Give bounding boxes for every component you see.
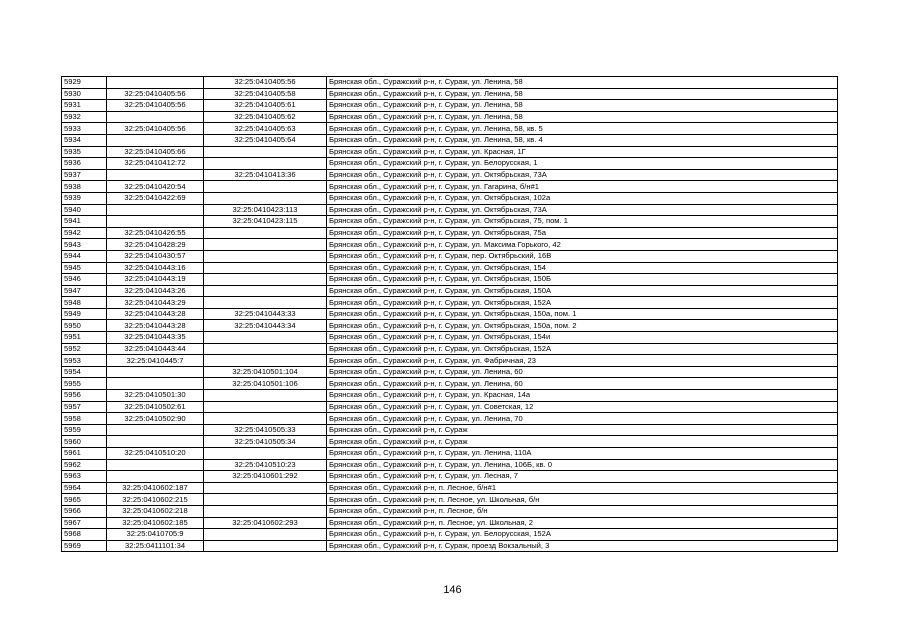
table-row bbox=[62, 517, 838, 529]
object-cadastral-number-cell: 32:25:0410501:104 bbox=[204, 366, 327, 378]
address-cell: Брянская обл., Суражский р-н, г. Сураж, ул. Ленина, 58, кв. 5 bbox=[327, 123, 838, 135]
object-cadastral-number-cell bbox=[204, 529, 327, 541]
row-number-cell: 5931 bbox=[62, 100, 107, 112]
row-number-cell: 5946 bbox=[62, 274, 107, 286]
object-cadastral-number-cell: 32:25:0410405:63 bbox=[204, 123, 327, 135]
page-number: 146 bbox=[443, 584, 462, 596]
object-cadastral-number-cell: 32:25:0410601:292 bbox=[204, 471, 327, 483]
row-number-cell: 5949 bbox=[62, 308, 107, 320]
address-cell: Брянская обл., Суражский р-н, г. Сураж, проезд Вокзальный, 3 bbox=[327, 540, 838, 552]
address-cell: Брянская обл., Суражский р-н, г. Сураж, ул. Белорусская, 1 bbox=[327, 158, 838, 170]
object-cadastral-number-cell bbox=[204, 505, 327, 517]
parcel-cadastral-number-cell: 32:25:0411101:34 bbox=[107, 540, 204, 552]
table-row bbox=[62, 297, 838, 309]
address-cell: Брянская обл., Суражский р-н, г. Сураж, ул. Ленина, 58 bbox=[327, 88, 838, 100]
address-cell: Брянская обл., Суражский р-н, г. Сураж, ул. Гагарина, б/н#1 bbox=[327, 181, 838, 193]
row-number-cell: 5951 bbox=[62, 332, 107, 344]
row-number-cell: 5956 bbox=[62, 390, 107, 402]
parcel-cadastral-number-cell: 32:25:0410443:44 bbox=[107, 343, 204, 355]
address-cell: Брянская обл., Суражский р-н, г. Сураж, ул. Октябрьская, 150а, пом. 2 bbox=[327, 320, 838, 332]
address-cell: Брянская обл., Суражский р-н, п. Лесное, ул. Школьная, б/н bbox=[327, 494, 838, 506]
row-number-cell: 5957 bbox=[62, 401, 107, 413]
object-cadastral-number-cell bbox=[204, 332, 327, 344]
object-cadastral-number-cell bbox=[204, 390, 327, 402]
table-row bbox=[62, 494, 838, 506]
address-cell: Брянская обл., Суражский р-н, г. Сураж, пер. Октябрьский, 16В bbox=[327, 250, 838, 262]
parcel-cadastral-number-cell: 32:25:0410430:57 bbox=[107, 250, 204, 262]
row-number-cell: 5958 bbox=[62, 413, 107, 425]
object-cadastral-number-cell bbox=[204, 413, 327, 425]
object-cadastral-number-cell: 32:25:0410423:115 bbox=[204, 216, 327, 228]
table-row bbox=[62, 308, 838, 320]
table-row bbox=[62, 134, 838, 146]
row-number-cell: 5953 bbox=[62, 355, 107, 367]
address-cell: Брянская обл., Суражский р-н, г. Сураж, ул. Октябрьская, 150Б bbox=[327, 274, 838, 286]
address-cell: Брянская обл., Суражский р-н, г. Сураж, ул. Лесная, 7 bbox=[327, 471, 838, 483]
parcel-cadastral-number-cell: 32:25:0410405:56 bbox=[107, 88, 204, 100]
table-row bbox=[62, 123, 838, 135]
table-row bbox=[62, 529, 838, 541]
parcel-cadastral-number-cell: 32:25:0410502:61 bbox=[107, 401, 204, 413]
address-cell: Брянская обл., Суражский р-н, г. Сураж, ул. Октябрьская, 154 bbox=[327, 262, 838, 274]
row-number-cell: 5965 bbox=[62, 494, 107, 506]
object-cadastral-number-cell: 32:25:0410405:62 bbox=[204, 111, 327, 123]
row-number-cell: 5930 bbox=[62, 88, 107, 100]
parcel-cadastral-number-cell bbox=[107, 169, 204, 181]
table-row bbox=[62, 355, 838, 367]
object-cadastral-number-cell bbox=[204, 355, 327, 367]
parcel-cadastral-number-cell: 32:25:0410705:9 bbox=[107, 529, 204, 541]
row-number-cell: 5962 bbox=[62, 459, 107, 471]
table-row bbox=[62, 366, 838, 378]
table-row bbox=[62, 181, 838, 193]
row-number-cell: 5942 bbox=[62, 227, 107, 239]
parcel-cadastral-number-cell bbox=[107, 216, 204, 228]
row-number-cell: 5960 bbox=[62, 436, 107, 448]
address-cell: Брянская обл., Суражский р-н, г. Сураж bbox=[327, 436, 838, 448]
address-cell: Брянская обл., Суражский р-н, г. Сураж, ул. Максима Горького, 42 bbox=[327, 239, 838, 251]
table-row bbox=[62, 459, 838, 471]
object-cadastral-number-cell: 32:25:0410413:36 bbox=[204, 169, 327, 181]
row-number-cell: 5939 bbox=[62, 192, 107, 204]
object-cadastral-number-cell: 32:25:0410405:58 bbox=[204, 88, 327, 100]
table-row bbox=[62, 448, 838, 460]
table-row bbox=[62, 401, 838, 413]
parcel-cadastral-number-cell bbox=[107, 111, 204, 123]
object-cadastral-number-cell bbox=[204, 181, 327, 193]
table-row bbox=[62, 471, 838, 483]
parcel-cadastral-number-cell: 32:25:0410443:29 bbox=[107, 297, 204, 309]
parcel-cadastral-number-cell bbox=[107, 77, 204, 89]
row-number-cell: 5932 bbox=[62, 111, 107, 123]
object-cadastral-number-cell: 32:25:0410602:293 bbox=[204, 517, 327, 529]
address-cell: Брянская обл., Суражский р-н, г. Сураж, ул. Ленина, 58 bbox=[327, 100, 838, 112]
object-cadastral-number-cell: 32:25:0410423:113 bbox=[204, 204, 327, 216]
table-row bbox=[62, 436, 838, 448]
address-cell: Брянская обл., Суражский р-н, г. Сураж, ул. Октябрьская, 154и bbox=[327, 332, 838, 344]
parcel-cadastral-number-cell: 32:25:0410443:35 bbox=[107, 332, 204, 344]
address-cell: Брянская обл., Суражский р-н, п. Лесное, ул. Школьная, 2 bbox=[327, 517, 838, 529]
parcel-cadastral-number-cell: 32:25:0410405:66 bbox=[107, 146, 204, 158]
row-number-cell: 5959 bbox=[62, 424, 107, 436]
object-cadastral-number-cell: 32:25:0410443:34 bbox=[204, 320, 327, 332]
object-cadastral-number-cell: 32:25:0410405:61 bbox=[204, 100, 327, 112]
parcel-cadastral-number-cell bbox=[107, 436, 204, 448]
address-cell: Брянская обл., Суражский р-н, г. Сураж, ул. Советская, 12 bbox=[327, 401, 838, 413]
object-cadastral-number-cell: 32:25:0410405:64 bbox=[204, 134, 327, 146]
address-cell: Брянская обл., Суражский р-н, п. Лесное, б/н bbox=[327, 505, 838, 517]
address-cell: Брянская обл., Суражский р-н, г. Сураж, ул. Ленина, 70 bbox=[327, 413, 838, 425]
object-cadastral-number-cell bbox=[204, 448, 327, 460]
row-number-cell: 5934 bbox=[62, 134, 107, 146]
table-row bbox=[62, 111, 838, 123]
row-number-cell: 5967 bbox=[62, 517, 107, 529]
parcel-cadastral-number-cell: 32:25:0410443:16 bbox=[107, 262, 204, 274]
address-cell: Брянская обл., Суражский р-н, г. Сураж, ул. Октябрьская, 150а, пом. 1 bbox=[327, 308, 838, 320]
registry-table bbox=[61, 76, 838, 552]
parcel-cadastral-number-cell: 32:25:0410501:30 bbox=[107, 390, 204, 402]
address-cell: Брянская обл., Суражский р-н, г. Сураж, ул. Ленина, 58 bbox=[327, 77, 838, 89]
row-number-cell: 5936 bbox=[62, 158, 107, 170]
address-cell: Брянская обл., Суражский р-н, г. Сураж, ул. Красная, 14а bbox=[327, 390, 838, 402]
object-cadastral-number-cell bbox=[204, 227, 327, 239]
object-cadastral-number-cell bbox=[204, 262, 327, 274]
row-number-cell: 5963 bbox=[62, 471, 107, 483]
address-cell: Брянская обл., Суражский р-н, г. Сураж, ул. Октябрьская, 75, пом. 1 bbox=[327, 216, 838, 228]
parcel-cadastral-number-cell: 32:25:0410602:218 bbox=[107, 505, 204, 517]
object-cadastral-number-cell bbox=[204, 239, 327, 251]
row-number-cell: 5935 bbox=[62, 146, 107, 158]
parcel-cadastral-number-cell: 32:25:0410602:185 bbox=[107, 517, 204, 529]
object-cadastral-number-cell: 32:25:0410510:23 bbox=[204, 459, 327, 471]
table-row bbox=[62, 413, 838, 425]
row-number-cell: 5968 bbox=[62, 529, 107, 541]
row-number-cell: 5947 bbox=[62, 285, 107, 297]
row-number-cell: 5954 bbox=[62, 366, 107, 378]
table-row bbox=[62, 250, 838, 262]
table-row bbox=[62, 332, 838, 344]
object-cadastral-number-cell bbox=[204, 482, 327, 494]
address-cell: Брянская обл., Суражский р-н, г. Сураж, ул. Белорусская, 152А bbox=[327, 529, 838, 541]
address-cell: Брянская обл., Суражский р-н, г. Сураж, ул. Октябрьская, 152А bbox=[327, 297, 838, 309]
object-cadastral-number-cell: 32:25:0410405:56 bbox=[204, 77, 327, 89]
parcel-cadastral-number-cell: 32:25:0410426:55 bbox=[107, 227, 204, 239]
row-number-cell: 5933 bbox=[62, 123, 107, 135]
object-cadastral-number-cell bbox=[204, 401, 327, 413]
parcel-cadastral-number-cell: 32:25:0410405:56 bbox=[107, 100, 204, 112]
parcel-cadastral-number-cell: 32:25:0410422:69 bbox=[107, 192, 204, 204]
row-number-cell: 5948 bbox=[62, 297, 107, 309]
object-cadastral-number-cell bbox=[204, 297, 327, 309]
address-cell: Брянская обл., Суражский р-н, г. Сураж, ул. Ленина, 60 bbox=[327, 366, 838, 378]
object-cadastral-number-cell bbox=[204, 274, 327, 286]
parcel-cadastral-number-cell: 32:25:0410443:19 bbox=[107, 274, 204, 286]
table-row bbox=[62, 146, 838, 158]
object-cadastral-number-cell bbox=[204, 285, 327, 297]
table-row bbox=[62, 274, 838, 286]
parcel-cadastral-number-cell: 32:25:0410405:56 bbox=[107, 123, 204, 135]
object-cadastral-number-cell bbox=[204, 540, 327, 552]
table-row bbox=[62, 262, 838, 274]
table-row bbox=[62, 320, 838, 332]
parcel-cadastral-number-cell: 32:25:0410443:26 bbox=[107, 285, 204, 297]
row-number-cell: 5945 bbox=[62, 262, 107, 274]
parcel-cadastral-number-cell bbox=[107, 366, 204, 378]
table-row bbox=[62, 378, 838, 390]
row-number-cell: 5943 bbox=[62, 239, 107, 251]
row-number-cell: 5955 bbox=[62, 378, 107, 390]
object-cadastral-number-cell bbox=[204, 343, 327, 355]
row-number-cell: 5929 bbox=[62, 77, 107, 89]
address-cell: Брянская обл., Суражский р-н, г. Сураж, ул. Ленина, 60 bbox=[327, 378, 838, 390]
row-number-cell: 5952 bbox=[62, 343, 107, 355]
address-cell: Брянская обл., Суражский р-н, г. Сураж, ул. Октябрьская, 73А bbox=[327, 169, 838, 181]
row-number-cell: 5940 bbox=[62, 204, 107, 216]
parcel-cadastral-number-cell bbox=[107, 459, 204, 471]
address-cell: Брянская обл., Суражский р-н, г. Сураж, ул. Красная, 1Г bbox=[327, 146, 838, 158]
row-number-cell: 5966 bbox=[62, 505, 107, 517]
row-number-cell: 5950 bbox=[62, 320, 107, 332]
address-cell: Брянская обл., Суражский р-н, г. Сураж, ул. Ленина, 58, кв. 4 bbox=[327, 134, 838, 146]
table-row bbox=[62, 169, 838, 181]
object-cadastral-number-cell bbox=[204, 158, 327, 170]
parcel-cadastral-number-cell: 32:25:0410412:72 bbox=[107, 158, 204, 170]
object-cadastral-number-cell: 32:25:0410505:34 bbox=[204, 436, 327, 448]
table-row bbox=[62, 100, 838, 112]
table-row bbox=[62, 505, 838, 517]
parcel-cadastral-number-cell bbox=[107, 134, 204, 146]
address-cell: Брянская обл., Суражский р-н, п. Лесное, б/н#1 bbox=[327, 482, 838, 494]
parcel-cadastral-number-cell: 32:25:0410510:20 bbox=[107, 448, 204, 460]
address-cell: Брянская обл., Суражский р-н, г. Сураж, ул. Ленина, 106Б, кв. 0 bbox=[327, 459, 838, 471]
table-row bbox=[62, 390, 838, 402]
parcel-cadastral-number-cell: 32:25:0410602:215 bbox=[107, 494, 204, 506]
row-number-cell: 5944 bbox=[62, 250, 107, 262]
object-cadastral-number-cell bbox=[204, 250, 327, 262]
address-cell: Брянская обл., Суражский р-н, г. Сураж, ул. Ленина, 58 bbox=[327, 111, 838, 123]
parcel-cadastral-number-cell: 32:25:0410443:28 bbox=[107, 320, 204, 332]
parcel-cadastral-number-cell bbox=[107, 378, 204, 390]
parcel-cadastral-number-cell bbox=[107, 471, 204, 483]
parcel-cadastral-number-cell: 32:25:0410428:29 bbox=[107, 239, 204, 251]
address-cell: Брянская обл., Суражский р-н, г. Сураж bbox=[327, 424, 838, 436]
object-cadastral-number-cell: 32:25:0410501:106 bbox=[204, 378, 327, 390]
address-cell: Брянская обл., Суражский р-н, г. Сураж, ул. Ленина, 110А bbox=[327, 448, 838, 460]
address-cell: Брянская обл., Суражский р-н, г. Сураж, ул. Октябрьская, 152А bbox=[327, 343, 838, 355]
table-row bbox=[62, 227, 838, 239]
object-cadastral-number-cell: 32:25:0410443:33 bbox=[204, 308, 327, 320]
row-number-cell: 5938 bbox=[62, 181, 107, 193]
parcel-cadastral-number-cell: 32:25:0410445:7 bbox=[107, 355, 204, 367]
object-cadastral-number-cell bbox=[204, 192, 327, 204]
address-cell: Брянская обл., Суражский р-н, г. Сураж, ул. Октябрьская, 75а bbox=[327, 227, 838, 239]
table-row bbox=[62, 540, 838, 552]
parcel-cadastral-number-cell bbox=[107, 204, 204, 216]
table-row bbox=[62, 88, 838, 100]
table-row bbox=[62, 239, 838, 251]
object-cadastral-number-cell: 32:25:0410505:33 bbox=[204, 424, 327, 436]
parcel-cadastral-number-cell: 32:25:0410420:54 bbox=[107, 181, 204, 193]
registry-table-body bbox=[62, 77, 838, 552]
table-row bbox=[62, 343, 838, 355]
parcel-cadastral-number-cell bbox=[107, 424, 204, 436]
table-row bbox=[62, 424, 838, 436]
row-number-cell: 5941 bbox=[62, 216, 107, 228]
row-number-cell: 5964 bbox=[62, 482, 107, 494]
table-row bbox=[62, 216, 838, 228]
object-cadastral-number-cell bbox=[204, 494, 327, 506]
row-number-cell: 5969 bbox=[62, 540, 107, 552]
table-row bbox=[62, 482, 838, 494]
table-row bbox=[62, 192, 838, 204]
object-cadastral-number-cell bbox=[204, 146, 327, 158]
address-cell: Брянская обл., Суражский р-н, г. Сураж, ул. Октябрьская, 150А bbox=[327, 285, 838, 297]
row-number-cell: 5937 bbox=[62, 169, 107, 181]
address-cell: Брянская обл., Суражский р-н, г. Сураж, ул. Октябрьская, 102а bbox=[327, 192, 838, 204]
parcel-cadastral-number-cell: 32:25:0410602:187 bbox=[107, 482, 204, 494]
table-row bbox=[62, 158, 838, 170]
table-row bbox=[62, 77, 838, 89]
row-number-cell: 5961 bbox=[62, 448, 107, 460]
address-cell: Брянская обл., Суражский р-н, г. Сураж, ул. Фабричная, 23 bbox=[327, 355, 838, 367]
address-cell: Брянская обл., Суражский р-н, г. Сураж, ул. Октябрьская, 73А bbox=[327, 204, 838, 216]
parcel-cadastral-number-cell: 32:25:0410443:28 bbox=[107, 308, 204, 320]
table-row bbox=[62, 204, 838, 216]
table-row bbox=[62, 285, 838, 297]
parcel-cadastral-number-cell: 32:25:0410502:90 bbox=[107, 413, 204, 425]
